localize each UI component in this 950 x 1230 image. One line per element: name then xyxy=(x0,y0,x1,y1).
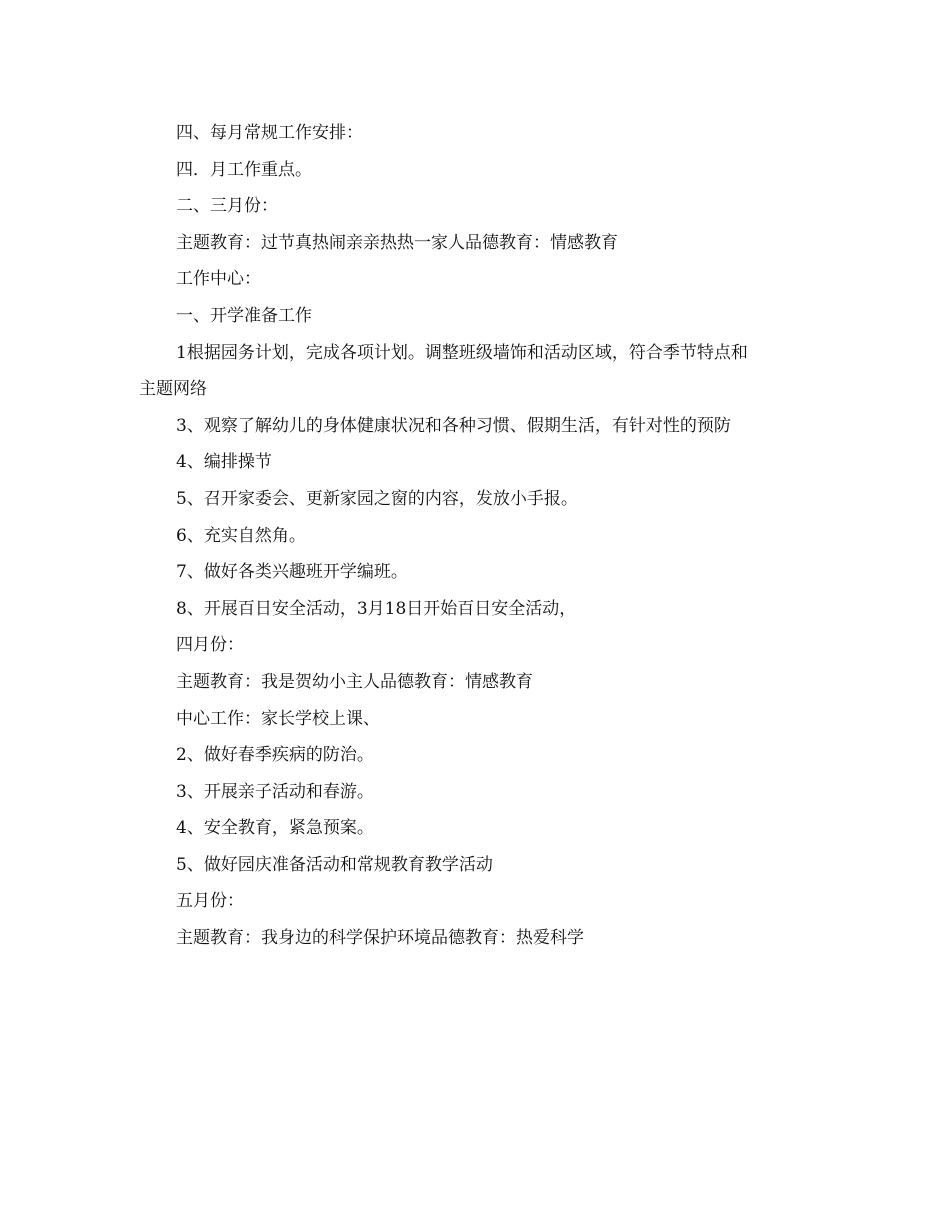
march-item-4: 4、编排操节 xyxy=(176,452,272,473)
april-item-3: 3、开展亲子活动和春游。 xyxy=(176,781,374,802)
may-theme: 主题教育：我身边的科学保护环境品德教育：热爱科学 xyxy=(176,928,584,949)
heading-may: 五月份： xyxy=(176,891,244,912)
march-item-3: 3、观察了解幼儿的身体健康状况和各种习惯、假期生活，有针对性的预防 xyxy=(176,415,731,436)
heading-april: 四月份： xyxy=(176,635,244,656)
april-item-5: 5、做好园庆准备活动和常规教育教学活动 xyxy=(176,854,493,875)
heading-march: 二、三月份： xyxy=(176,196,278,217)
march-item-5: 5、召开家委会、更新家园之窗的内容，发放小手报。 xyxy=(176,488,578,509)
march-work-center-label: 工作中心： xyxy=(176,269,261,290)
april-item-2: 2、做好春季疾病的防治。 xyxy=(176,745,374,766)
april-work-center: 中心工作：家长学校上课、 xyxy=(176,708,380,729)
april-item-4: 4、安全教育，紧急预案。 xyxy=(176,818,374,839)
april-theme: 主题教育：我是贺幼小主人品德教育：情感教育 xyxy=(176,671,533,692)
march-item-8: 8、开展百日安全活动，3月18日开始百日安全活动， xyxy=(176,598,577,619)
march-prep-heading: 一、开学准备工作 xyxy=(176,305,312,326)
march-theme: 主题教育：过节真热闹亲亲热热一家人品德教育：情感教育 xyxy=(176,232,618,253)
march-item-6: 6、充实自然角。 xyxy=(176,525,306,546)
march-item-7: 7、做好各类兴趣班开学编班。 xyxy=(176,562,408,583)
march-item-1-continuation: 主题网络 xyxy=(139,379,207,400)
heading-monthly-routine: 四、每月常规工作安排： xyxy=(176,123,363,143)
document-body xyxy=(139,115,819,957)
heading-monthly-focus: 四．月工作重点。 xyxy=(176,159,312,180)
march-item-1: 1根据园务计划，完成各项计划。调整班级墙饰和活动区域，符合季节特点和 xyxy=(176,342,748,363)
